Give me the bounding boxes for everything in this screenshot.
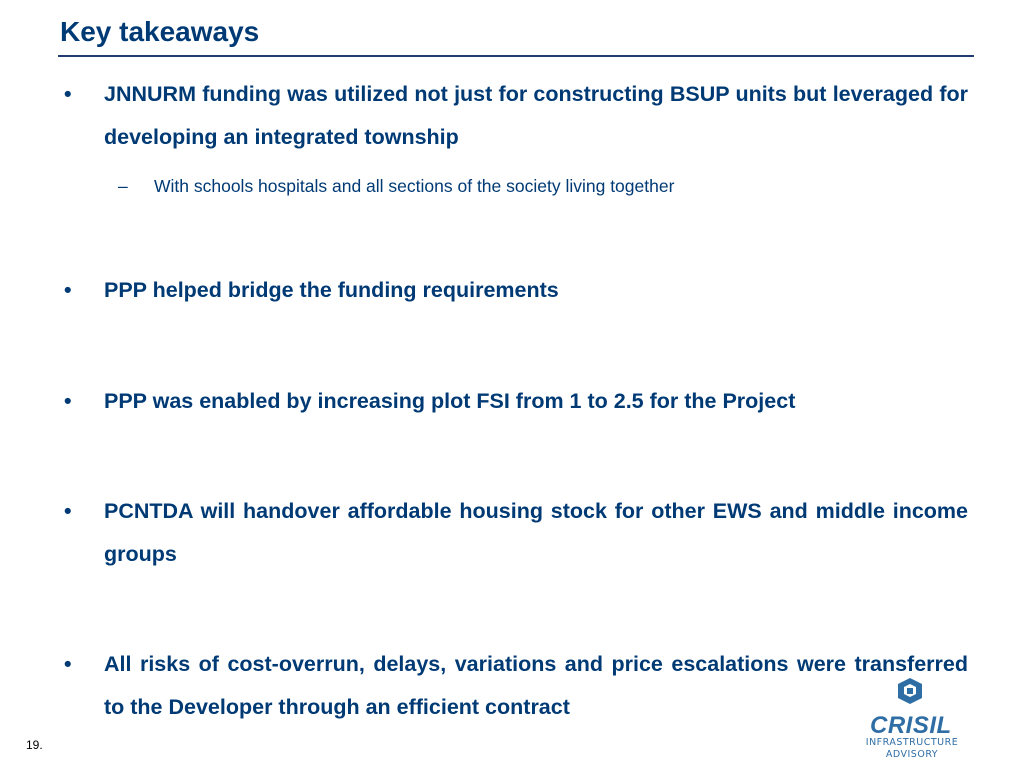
bullet-text: PPP was enabled by increasing plot FSI from 1 to 2.5 for the Project — [104, 389, 796, 413]
bullet-glyph: • — [64, 82, 72, 106]
bullet-glyph: • — [64, 652, 72, 676]
sub-bullet-text: With schools hospitals and all sections of the society living together — [154, 176, 675, 196]
logo-brand: CRISIL — [870, 712, 952, 739]
bullet-text: JNNURM funding was utilized not just for constructing BSUP units but leveraged for developing an integrated township — [104, 82, 968, 149]
sub-bullet-1 — [118, 176, 674, 197]
bullet-5 — [64, 643, 968, 729]
logo-tagline-line-1: INFRASTRUCTURE — [865, 737, 959, 748]
title-rule — [58, 55, 974, 57]
logo-tagline-line-2: ADVISORY — [885, 749, 939, 760]
bullet-4 — [64, 490, 968, 576]
bullet-text: PCNTDA will handover affordable housing stock for other EWS and middle income groups — [104, 499, 968, 566]
bullet-text: All risks of cost-overrun, delays, variations and price escalations were transferred to the Developer through an efficient contract — [104, 652, 968, 719]
bullet-glyph: • — [64, 278, 72, 302]
slide-title: Key takeaways — [60, 16, 260, 47]
crisil-emblem-icon — [862, 676, 962, 716]
logo-tagline — [862, 737, 962, 761]
page-number: 19. — [26, 738, 43, 752]
bullet-1 — [64, 73, 968, 159]
bullet-glyph: • — [64, 499, 72, 523]
sub-bullet-glyph: – — [118, 176, 128, 196]
bullet-3 — [64, 380, 968, 423]
crisil-logo — [862, 676, 962, 764]
bullet-glyph: • — [64, 389, 72, 413]
bullet-2 — [64, 269, 968, 312]
bullet-text: PPP helped bridge the funding requirements — [104, 278, 559, 302]
